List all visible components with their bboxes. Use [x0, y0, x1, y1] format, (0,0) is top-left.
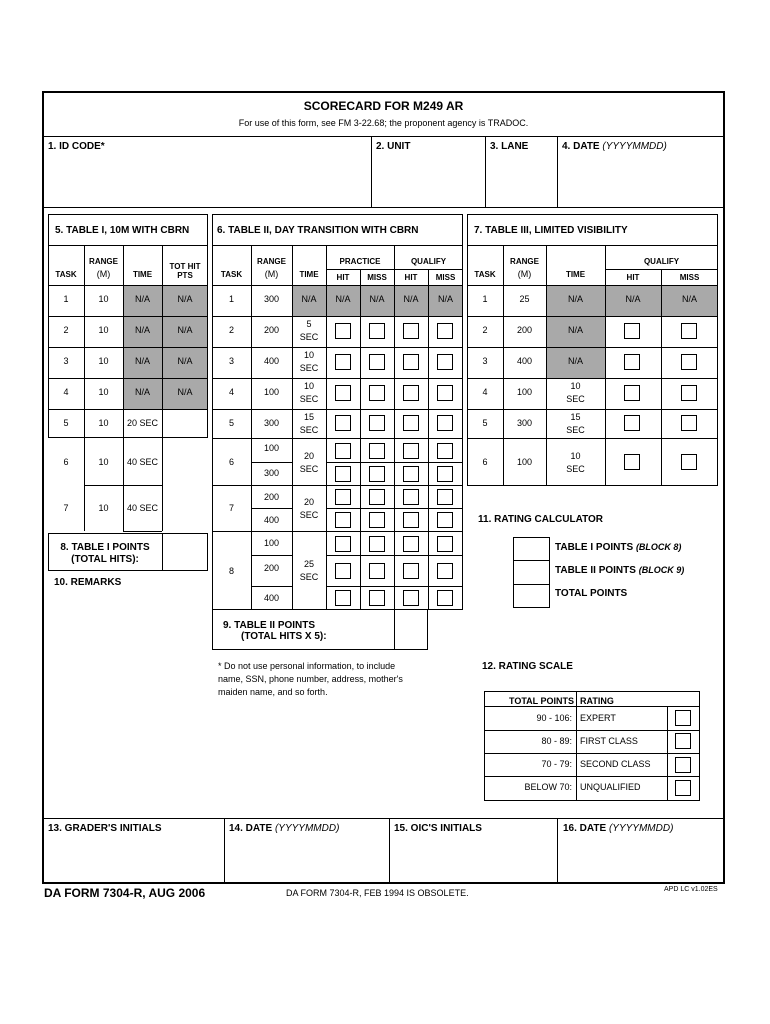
t2-time-unit: SEC	[299, 510, 319, 520]
t2-practice-hit: N/A	[335, 294, 351, 304]
t3-miss-checkbox[interactable]	[681, 454, 697, 470]
t3-hit: N/A	[625, 294, 641, 304]
grid-line	[467, 378, 718, 379]
t3-range: 200	[516, 325, 533, 335]
t2-h-time: TIME	[299, 270, 319, 279]
oic-initials-field[interactable]	[390, 836, 556, 882]
t2-qualify-hit-checkbox[interactable]	[403, 415, 419, 431]
unit-field[interactable]	[372, 152, 484, 206]
grid-line	[484, 753, 700, 754]
t2-time: 10	[303, 350, 314, 360]
t3-range: 100	[516, 387, 533, 397]
t2-time: 15	[303, 412, 314, 422]
grid-line	[212, 531, 463, 532]
grid-line	[576, 691, 577, 801]
t2-practice-miss-checkbox[interactable]	[369, 512, 385, 528]
grader-initials-label: 13. GRADER'S INITIALS	[48, 823, 162, 834]
calc-table1-label: TABLE I POINTS (BLOCK 8)	[555, 542, 682, 553]
t2-time: N/A	[301, 294, 317, 304]
date16-field[interactable]	[558, 836, 723, 882]
calc-table2-field[interactable]	[514, 561, 549, 583]
grid-line	[212, 378, 463, 379]
grid-line	[251, 555, 292, 556]
date16-label: 16. DATE (YYYYMMDD)	[563, 823, 674, 834]
t3-task: 4	[482, 387, 488, 397]
rating-points: 80 - 89:	[541, 736, 572, 746]
remarks-label: 10. REMARKS	[54, 577, 122, 588]
t2-task: 4	[228, 387, 234, 397]
t3-time: 15	[570, 412, 581, 422]
t1-h-tothit: TOT HIT	[169, 262, 201, 271]
rating-points: 90 - 106:	[536, 713, 572, 723]
t2-qualify-hit-checkbox[interactable]	[403, 489, 419, 505]
grid-line	[484, 776, 700, 777]
t2-practice-hit-checkbox[interactable]	[335, 415, 351, 431]
t2-practice-hit-checkbox[interactable]	[335, 443, 351, 459]
table2-points-field[interactable]	[395, 610, 427, 649]
t2-practice-miss: N/A	[369, 294, 385, 304]
t2-qualify-miss-checkbox[interactable]	[437, 415, 453, 431]
t2-practice-miss-checkbox[interactable]	[369, 415, 385, 431]
rating-h-rating: RATING	[580, 696, 614, 706]
id-code-field[interactable]	[44, 152, 370, 206]
table1-points-label2: (TOTAL HITS):	[71, 554, 139, 565]
t3-miss-checkbox[interactable]	[681, 323, 697, 339]
t1-time: 20 SEC	[126, 418, 159, 428]
t2-practice-miss-checkbox[interactable]	[369, 354, 385, 370]
grid-line	[212, 245, 463, 246]
t2-task: 7	[228, 503, 234, 513]
t3-task: 6	[482, 457, 488, 467]
t1-pts: N/A	[177, 325, 193, 335]
t2-qualify-hit-checkbox[interactable]	[403, 354, 419, 370]
t1-range: 10	[98, 457, 109, 467]
table3-title: 7. TABLE III, LIMITED VISIBILITY	[474, 225, 628, 236]
t2-range: 100	[263, 538, 280, 548]
calc-table2-label: TABLE II POINTS (BLOCK 9)	[555, 565, 685, 576]
grid-line	[251, 508, 292, 509]
t3-time-unit: SEC	[566, 464, 585, 474]
rating-points: BELOW 70:	[524, 782, 572, 792]
t2-practice-hit-checkbox[interactable]	[335, 385, 351, 401]
divider	[43, 207, 724, 208]
t2-qualify-miss-checkbox[interactable]	[437, 385, 453, 401]
t3-time-unit: SEC	[566, 394, 585, 404]
t1-range: 10	[98, 418, 109, 428]
t1-pts: N/A	[177, 294, 193, 304]
t1-range: 10	[98, 356, 109, 366]
lane-label: 3. LANE	[490, 141, 529, 152]
t2-practice-hit-checkbox[interactable]	[335, 563, 351, 579]
t3-range: 400	[516, 356, 533, 366]
t3-task: 3	[482, 356, 488, 366]
t3-time: 10	[570, 451, 581, 461]
t2-practice-hit-checkbox[interactable]	[335, 512, 351, 528]
t2-qualify-miss-checkbox[interactable]	[437, 536, 453, 552]
t2-time: 5	[306, 319, 312, 329]
t3-task: 5	[482, 418, 488, 428]
t2-h-range: RANGE	[257, 257, 286, 266]
t1-h-pts: PTS	[177, 271, 193, 280]
rating-name: EXPERT	[580, 713, 616, 723]
grid-line	[484, 706, 700, 707]
t2-qualify-hit-checkbox[interactable]	[403, 512, 419, 528]
grid-line	[467, 245, 718, 246]
t3-task: 1	[482, 294, 488, 304]
calc-total-label: TOTAL POINTS	[555, 588, 628, 599]
t2-time-unit: SEC	[299, 394, 319, 404]
grid-line	[428, 269, 429, 610]
form-number: DA FORM 7304-R, AUG 2006	[44, 886, 206, 900]
t2-time: 25	[303, 559, 314, 569]
t1-task: 6	[63, 457, 69, 467]
t2-h-hit: HIT	[404, 273, 418, 282]
t1-range: 10	[98, 387, 109, 397]
version-label: APD LC v1.02ES	[664, 886, 718, 893]
grid-line	[212, 438, 463, 439]
t1-h-time: TIME	[132, 270, 153, 279]
rating-points: 70 - 79:	[541, 759, 572, 769]
t3-h-m: (M)	[517, 269, 532, 279]
rating-first-class-checkbox[interactable]	[675, 733, 691, 749]
t2-practice-hit-checkbox[interactable]	[335, 466, 351, 482]
t1-range: 10	[98, 294, 109, 304]
t2-range: 200	[263, 492, 280, 502]
t2-qualify-miss: N/A	[437, 294, 453, 304]
t3-miss: N/A	[681, 294, 697, 304]
t1-time: N/A	[134, 325, 150, 335]
t3-h-qualify: QUALIFY	[643, 257, 680, 266]
t1-task: 5	[63, 418, 69, 428]
rating-second-class-checkbox[interactable]	[675, 757, 691, 773]
t2-range: 100	[263, 387, 280, 397]
t1-task: 3	[63, 356, 69, 366]
t3-hit-checkbox[interactable]	[624, 454, 640, 470]
t2-range: 300	[263, 418, 280, 428]
table2-points-label: 9. TABLE II POINTS	[223, 620, 316, 631]
grid-line	[467, 409, 718, 410]
date14-label: 14. DATE (YYYYMMDD)	[229, 823, 340, 834]
t2-practice-hit-checkbox[interactable]	[335, 354, 351, 370]
unit-label: 2. UNIT	[376, 141, 411, 152]
t2-time-unit: SEC	[299, 572, 319, 582]
t1-time: 40 SEC	[126, 457, 159, 467]
table2-title: 6. TABLE II, DAY TRANSITION WITH CBRN	[217, 225, 419, 236]
t3-h-range: RANGE	[510, 257, 539, 266]
t2-qualify-hit-checkbox[interactable]	[403, 385, 419, 401]
t1-task: 1	[63, 294, 69, 304]
lane-field[interactable]	[486, 152, 556, 206]
t1-time: N/A	[134, 294, 150, 304]
t2-practice-miss-checkbox[interactable]	[369, 443, 385, 459]
t3-h-time: TIME	[565, 270, 586, 279]
t3-time: N/A	[567, 325, 583, 335]
grid-line	[43, 818, 724, 819]
grid-line	[212, 316, 463, 317]
grid-line	[484, 730, 700, 731]
t3-h-task: TASK	[474, 270, 496, 279]
t2-practice-hit-checkbox[interactable]	[335, 590, 351, 606]
t2-practice-miss-checkbox[interactable]	[369, 489, 385, 505]
t1-task: 2	[63, 325, 69, 335]
t2-time-unit: SEC	[299, 363, 319, 373]
t2-task: 5	[228, 418, 234, 428]
table1-title: 5. TABLE I, 10M WITH CBRN	[55, 225, 190, 236]
t3-range: 25	[519, 294, 530, 304]
t1-time: N/A	[134, 356, 150, 366]
calc-table1-field[interactable]	[514, 538, 549, 559]
t2-range: 400	[263, 515, 280, 525]
t2-time-unit: SEC	[299, 464, 319, 474]
form-subtitle: For use of this form, see FM 3-22.68; the proponent agency is TRADOC.	[238, 118, 529, 128]
t2-time: 20	[303, 497, 314, 507]
grid-line	[212, 409, 463, 410]
t2-qualify-miss-checkbox[interactable]	[437, 489, 453, 505]
id-code-label: 1. ID CODE*	[48, 141, 105, 152]
rating-calculator-title: 11. RATING CALCULATOR	[478, 514, 604, 525]
t2-range: 400	[263, 356, 280, 366]
rating-scale-title: 12. RATING SCALE	[482, 661, 573, 672]
t3-hit-checkbox[interactable]	[624, 354, 640, 370]
t3-h-hit: HIT	[626, 273, 640, 282]
t1-range: 10	[98, 503, 109, 513]
t2-qualify-hit-checkbox[interactable]	[403, 536, 419, 552]
t3-range: 100	[516, 457, 533, 467]
rating-unqualified-checkbox[interactable]	[675, 780, 691, 796]
t2-practice-hit-checkbox[interactable]	[335, 489, 351, 505]
t2-qualify-miss-checkbox[interactable]	[437, 512, 453, 528]
grid-line	[251, 462, 292, 463]
t2-qualify-miss-checkbox[interactable]	[437, 563, 453, 579]
grid-line	[360, 269, 361, 610]
t3-miss-checkbox[interactable]	[681, 415, 697, 431]
t2-task: 1	[228, 294, 234, 304]
privacy-note: * Do not use personal information, to include name, SSN, phone number, address, mother's maiden name, and so forth.	[218, 661, 403, 697]
t2-qualify-hit: N/A	[403, 294, 419, 304]
t2-time: 20	[303, 451, 314, 461]
t1-h-range: RANGE	[89, 257, 118, 266]
t1-range: 10	[98, 325, 109, 335]
t2-qualify-hit-checkbox[interactable]	[403, 466, 419, 482]
t3-task: 2	[482, 325, 488, 335]
divider	[43, 136, 724, 137]
t2-qualify-miss-checkbox[interactable]	[437, 590, 453, 606]
t1-task: 7	[63, 503, 69, 513]
grader-initials-field[interactable]	[44, 836, 223, 882]
table1-points-label: 8. TABLE I POINTS	[60, 542, 150, 553]
form-title: SCORECARD FOR M249 AR	[303, 99, 464, 113]
rating-expert-checkbox[interactable]	[675, 710, 691, 726]
t2-practice-miss-checkbox[interactable]	[369, 385, 385, 401]
t2-range: 400	[263, 593, 280, 603]
t2-range: 200	[263, 325, 280, 335]
t2-time-unit: SEC	[299, 425, 319, 435]
t2-practice-miss-checkbox[interactable]	[369, 466, 385, 482]
t2-qualify-hit-checkbox[interactable]	[403, 590, 419, 606]
grid-line	[251, 586, 292, 587]
t2-range: 100	[263, 443, 280, 453]
t2-qualify-miss-checkbox[interactable]	[437, 323, 453, 339]
t1-h-m: (M)	[96, 269, 111, 279]
date-field[interactable]	[558, 152, 723, 206]
t3-time: 10	[570, 381, 581, 391]
table2-points-label2: (TOTAL HITS X 5):	[241, 631, 327, 642]
t2-practice-miss-checkbox[interactable]	[369, 590, 385, 606]
rating-name: UNQUALIFIED	[580, 782, 641, 792]
obsolete-note: DA FORM 7304-R, FEB 1994 IS OBSOLETE.	[286, 888, 469, 898]
t3-hit-checkbox[interactable]	[624, 323, 640, 339]
t3-hit-checkbox[interactable]	[624, 385, 640, 401]
t3-miss-checkbox[interactable]	[681, 385, 697, 401]
table1-points-field[interactable]	[163, 534, 207, 570]
t2-qualify-hit-checkbox[interactable]	[403, 323, 419, 339]
rating-h-points: TOTAL POINTS	[508, 696, 574, 706]
t2-task: 8	[228, 566, 234, 576]
t2-qualify-hit-checkbox[interactable]	[403, 563, 419, 579]
t1-pts: N/A	[177, 356, 193, 366]
grid-line	[467, 438, 718, 439]
grid-line	[84, 485, 162, 486]
t2-practice-miss-checkbox[interactable]	[369, 563, 385, 579]
t2-practice-hit-checkbox[interactable]	[335, 536, 351, 552]
t2-qualify-miss-checkbox[interactable]	[437, 466, 453, 482]
t2-h-task: TASK	[220, 270, 243, 279]
t3-range: 300	[516, 418, 533, 428]
t1-pts: N/A	[177, 387, 193, 397]
oic-initials-label: 15. OIC'S INITIALS	[394, 823, 482, 834]
calc-total-field[interactable]	[514, 585, 549, 607]
t1-time: 40 SEC	[126, 503, 159, 513]
t3-time-unit: SEC	[566, 425, 585, 435]
t2-h-practice: PRACTICE	[339, 257, 381, 266]
t2-h-miss: MISS	[367, 273, 387, 282]
t2-time: 10	[303, 381, 314, 391]
t2-h-qualify: QUALIFY	[410, 257, 447, 266]
t3-hit-checkbox[interactable]	[624, 415, 640, 431]
t2-h-hit: HIT	[336, 273, 350, 282]
t2-practice-miss-checkbox[interactable]	[369, 323, 385, 339]
t3-h-miss: MISS	[679, 273, 700, 282]
t2-time-unit: SEC	[299, 332, 319, 342]
grid-line	[212, 485, 463, 486]
grid-line	[212, 347, 463, 348]
t2-task: 3	[228, 356, 234, 366]
rating-name: FIRST CLASS	[580, 736, 638, 746]
t2-task: 6	[228, 457, 234, 467]
t3-miss-checkbox[interactable]	[681, 354, 697, 370]
grid-line	[48, 245, 208, 246]
date14-field[interactable]	[225, 836, 388, 882]
grid-line	[162, 438, 163, 531]
t2-range: 300	[263, 294, 280, 304]
t1-task: 4	[63, 387, 69, 397]
t2-qualify-hit-checkbox[interactable]	[403, 443, 419, 459]
t1-pts-field[interactable]	[163, 410, 207, 437]
t2-qualify-miss-checkbox[interactable]	[437, 443, 453, 459]
t2-practice-miss-checkbox[interactable]	[369, 536, 385, 552]
rating-name: SECOND CLASS	[580, 759, 651, 769]
t2-h-m: (M)	[264, 269, 279, 279]
t2-task: 2	[228, 325, 234, 335]
t3-time: N/A	[567, 294, 583, 304]
date-label: 4. DATE (YYYYMMDD)	[562, 141, 667, 152]
t3-time: N/A	[567, 356, 583, 366]
t1-time: N/A	[134, 387, 150, 397]
grid-line	[123, 531, 162, 532]
t2-range: 300	[263, 468, 280, 478]
t1-h-task: TASK	[55, 270, 77, 279]
t2-h-miss: MISS	[435, 273, 456, 282]
t2-qualify-miss-checkbox[interactable]	[437, 354, 453, 370]
t2-range: 200	[263, 563, 280, 573]
remarks-field[interactable]	[48, 590, 208, 810]
t2-practice-hit-checkbox[interactable]	[335, 323, 351, 339]
